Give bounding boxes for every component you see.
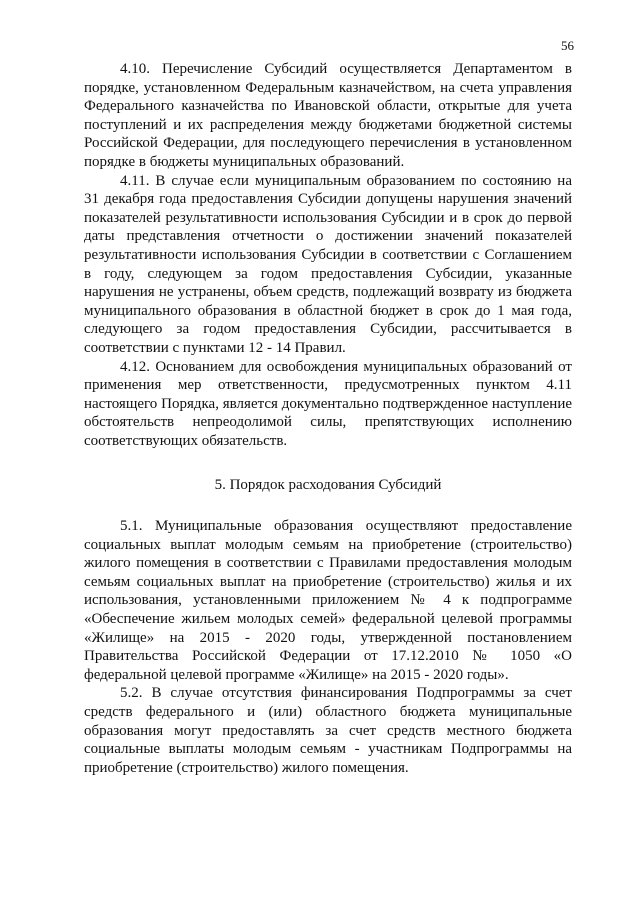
paragraph-4-10: 4.10. Перечисление Субсидий осуществляется Департаментом в порядке, установленном Федеральным казначейством, на счета управления Федерального казначейства по Ивановской области, открытые для учета поступлений и их распределения между бюджетами бюджетной системы Российской Федерации, для последующего перечисления в установленном порядке в бюджеты муниципальных образований. [84, 61, 572, 170]
paragraph-5-1: 5.1. Муниципальные образования осуществляют предоставление социальных выплат молодым семьям на приобретение (строительство) жилого помещения в соответствии с Правилами предоставления молодым семьям социальных выплат на приобретение (строительство) жилья и их использования, установленными приложением № 4 к подпрограмме «Обеспечение жильем молодых семей» федеральной целевой программы «Жилище» на 2015 - 2020 годы, утвержденной постановлением Правительства Российской Федерации от 17.12.2010 № 1050 «О федеральной целевой программе «Жилище» на 2015 - 2020 годы». [84, 518, 572, 683]
paragraph-5-2: 5.2. В случае отсутствия финансирования Подпрограммы за счет средств федерального и (или) областного бюджета муниципальные образования могут предоставлять за счет средств местного бюджета социальные выплаты молодым семьям - участникам Подпрограммы на приобретение (строительство) жилого помещения. [84, 685, 572, 776]
page-number: 56 [561, 38, 574, 53]
section-heading: 5. Порядок расходования Субсидий [214, 477, 442, 494]
paragraph-4-12: 4.12. Основанием для освобождения муниципальных образований от применения мер ответственности, предусмотренных пунктом 4.11 настоящего Порядка, является документально подтвержденное наступление обстоятельств непреодолимой силы, препятствующих исполнению соответствующих обязательств. [84, 358, 572, 449]
paragraph-4-11: 4.11. В случае если муниципальным образованием по состоянию на 31 декабря года предоставления Субсидии допущены нарушения значений показателей результативности использования Субсидии и в срок до первой даты представления отчетности о достижении значений показателей результативности использования Субсидии в соответствии с Соглашением в году, следующем за годом предоставления Субсидии, указанные нарушения не устранены, объем средств, подлежащий возврату из бюджета муниципального образования в областной бюджет в срок до 1 мая года, следующего за годом предоставления Субсидии, рассчитывается в соответствии с пунктами 12 - 14 Правил. [84, 172, 572, 356]
document-body [84, 60, 572, 777]
